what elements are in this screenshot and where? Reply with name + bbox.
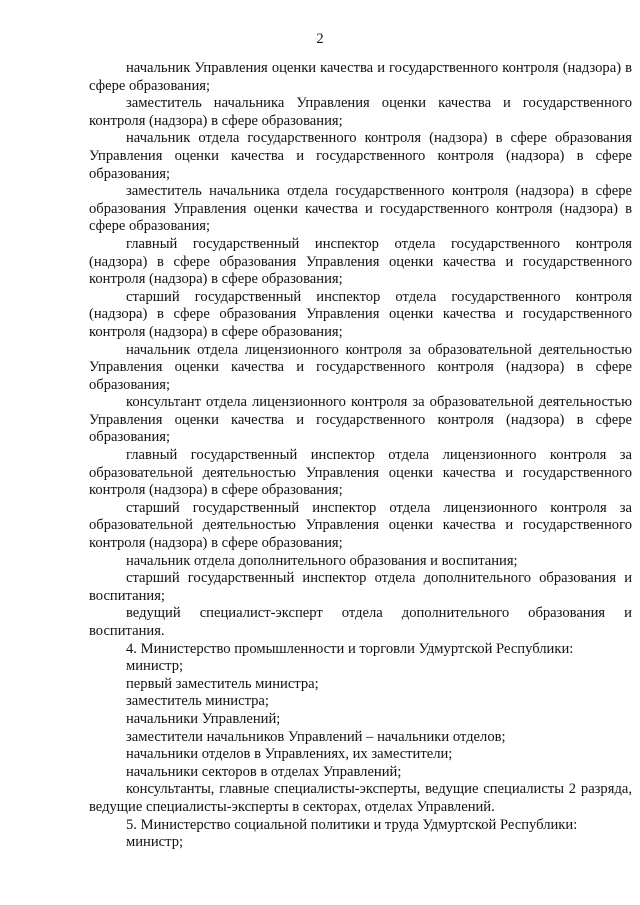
paragraph: начальники Управлений;: [126, 710, 281, 727]
paragraph: заместители начальников Управлений – начальники отделов;: [126, 728, 506, 745]
paragraph: министр;: [126, 834, 184, 851]
paragraph: заместитель начальника Управления оценки качества и государственного контроля (надзора) в сфере образования;: [89, 95, 632, 129]
paragraph: старший государственный инспектор отдела государственного контроля (надзора) в сфере образования Управления оценки качества и государственного контроля (надзора) в сфере образования;: [89, 288, 632, 340]
paragraph: главный государственный инспектор отдела лицензионного контроля за образовательной деятельностью Управления оценки качества и государственного контроля (надзора) в сфере образования;: [89, 447, 632, 499]
paragraph: министр;: [126, 658, 184, 675]
section-heading: 4. Министерство промышленности и торговли Удмуртской Республики:: [126, 640, 574, 657]
paragraph: старший государственный инспектор отдела дополнительного образования и воспитания;: [89, 570, 632, 604]
page-number: 2: [316, 31, 324, 47]
paragraph: заместитель министра;: [126, 693, 269, 710]
paragraph: начальник Управления оценки качества и государственного контроля (надзора) в сфере образования;: [89, 60, 632, 94]
paragraph: старший государственный инспектор отдела лицензионного контроля за образовательной деятельностью Управления оценки качества и государственного контроля (надзора) в сфере образования;: [89, 499, 632, 552]
paragraph: консультант отдела лицензионного контроля за образовательной деятельностью Управления оценки качества и государственного контроля (надзора) в сфере образования;: [89, 394, 632, 446]
paragraph: главный государственный инспектор отдела государственного контроля (надзора) в сфере образования Управления оценки качества и государственного контроля (надзора) в сфере образования;: [89, 235, 632, 288]
paragraph: начальники секторов в отделах Управлений;: [126, 763, 402, 780]
paragraph: заместитель начальника отдела государственного контроля (надзора) в сфере образования Управления оценки качества и государственного контроля (надзора) в сфере образования;: [89, 183, 632, 235]
document-body: [89, 60, 632, 852]
paragraph: начальник отдела дополнительного образования и воспитания;: [126, 552, 518, 569]
paragraph: первый заместитель министра;: [126, 675, 319, 692]
paragraph: начальники отделов в Управлениях, их заместители;: [126, 746, 453, 763]
paragraph: консультанты, главные специалисты-эксперты, ведущие специалисты 2 разряда, ведущие специалисты-эксперты в секторах, отделах Управлений.: [89, 781, 632, 815]
paragraph: начальник отдела государственного контроля (надзора) в сфере образования Управления оценки качества и государственного контроля (надзора) в сфере образования;: [89, 130, 632, 182]
paragraph: начальник отдела лицензионного контроля за образовательной деятельностью Управления оценки качества и государственного контроля (надзора) в сфере образования;: [89, 341, 632, 393]
paragraph: ведущий специалист-эксперт отдела дополнительного образования и воспитания.: [89, 605, 632, 639]
section-heading: 5. Министерство социальной политики и труда Удмуртской Республики:: [126, 816, 578, 833]
